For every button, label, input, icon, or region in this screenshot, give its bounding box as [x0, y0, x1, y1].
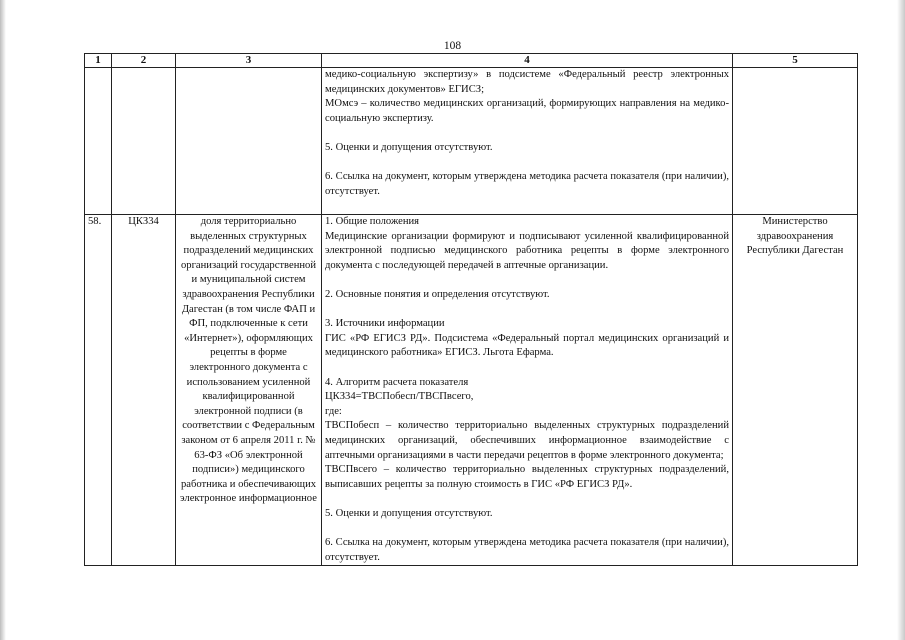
continuation-row: [85, 68, 858, 215]
cont-col-4: [322, 68, 733, 215]
row-58-description: доля территориально выделенных структурных подразделений медицинских организаций государственной и муниципальной систем здравоохранения Республики Дагестан (в том числе ФАП и ФП, подключенные к сети «Интернет»), оформляющих рецепты в форме электронного документа с использованием усиленной квалифицированной электронной подписи (в соответствии с Федеральным законом от 6 апреля 2011 г. № 63-ФЗ «Об электронной подписи») медицинского работника и обеспечивающих электронное информационное: [176, 215, 322, 566]
s4-def1: ТВСПобесп – количество территориально выделенных структурных подразделений медицинских организаций, обеспечивших информационное взаимодействие с аптечными организациями в части передачи рецептов в форме электронного документа;: [325, 420, 729, 461]
header-col-4: 4: [322, 54, 733, 68]
row-58-number: 58.: [85, 215, 112, 566]
row-58-code: ЦКЗ34: [112, 215, 176, 566]
s3-title: 3. Источники информации: [325, 318, 445, 330]
s2-text: 2. Основные понятия и определения отсутствуют.: [325, 288, 550, 300]
cont-col-1: [85, 68, 112, 215]
row-58: [85, 215, 858, 566]
cont-text-4: 6. Ссылка на документ, которым утверждена методика расчета показателя (при наличии), отсутствует.: [325, 171, 729, 197]
s1-text: Медицинские организации формируют и подписывают усиленной квалифицированной электронной подписью медицинского работника рецепты в форме электронного документа с последующей передачей в аптечные организации.: [325, 230, 729, 271]
scan-edge-left: [0, 0, 6, 640]
s4-def2: ТВСПвсего – количество территориально выделенных структурных подразделений, выписавших рецепты за полную стоимость в ГИС «РФ ЕГИСЗ РД».: [325, 464, 729, 490]
cont-text-1: медико-социальную экспертизу» в подсистеме «Федеральный реестр электронных медицинских документов» ЕГИСЗ;: [325, 69, 729, 95]
scan-edge-right: [897, 0, 905, 640]
s1-title: 1. Общие положения: [325, 216, 420, 227]
page-number: 108: [443, 40, 462, 52]
s6-text: 6. Ссылка на документ, которым утверждена методика расчета показателя (при наличии), отсутствует.: [325, 537, 729, 563]
cont-col-5: [733, 68, 858, 215]
s3-text: ГИС «РФ ЕГИСЗ РД». Подсистема «Федеральный портал медицинских организаций и медицинского работника» ЕГИСЗ. Льгота Ефарма.: [325, 332, 729, 359]
header-col-5: 5: [733, 54, 858, 68]
s4-title: 4. Алгоритм расчета показателя: [325, 376, 469, 388]
s4-where: где:: [325, 405, 342, 417]
cont-col-2: [112, 68, 176, 215]
header-row: [85, 54, 858, 68]
header-col-1: 1: [85, 54, 112, 68]
s5-text: 5. Оценки и допущения отсутствуют.: [325, 507, 493, 519]
header-col-3: 3: [176, 54, 322, 68]
cont-text-3: 5. Оценки и допущения отсутствуют.: [325, 141, 493, 153]
indicators-table: [84, 53, 858, 566]
cont-col-3: [176, 68, 322, 215]
cont-text-2: МОмсэ – количество медицинских организаций, формирующих направления на медико-социальную экспертизу.: [325, 98, 729, 124]
row-58-methodology: [322, 215, 733, 566]
header-col-2: 2: [112, 54, 176, 68]
row-58-responsible: Министерство здравоохранения Республики Дагестан: [733, 215, 858, 566]
s4-formula: ЦКЗ34=ТВСПобесп/ТВСПвсего,: [325, 391, 474, 403]
